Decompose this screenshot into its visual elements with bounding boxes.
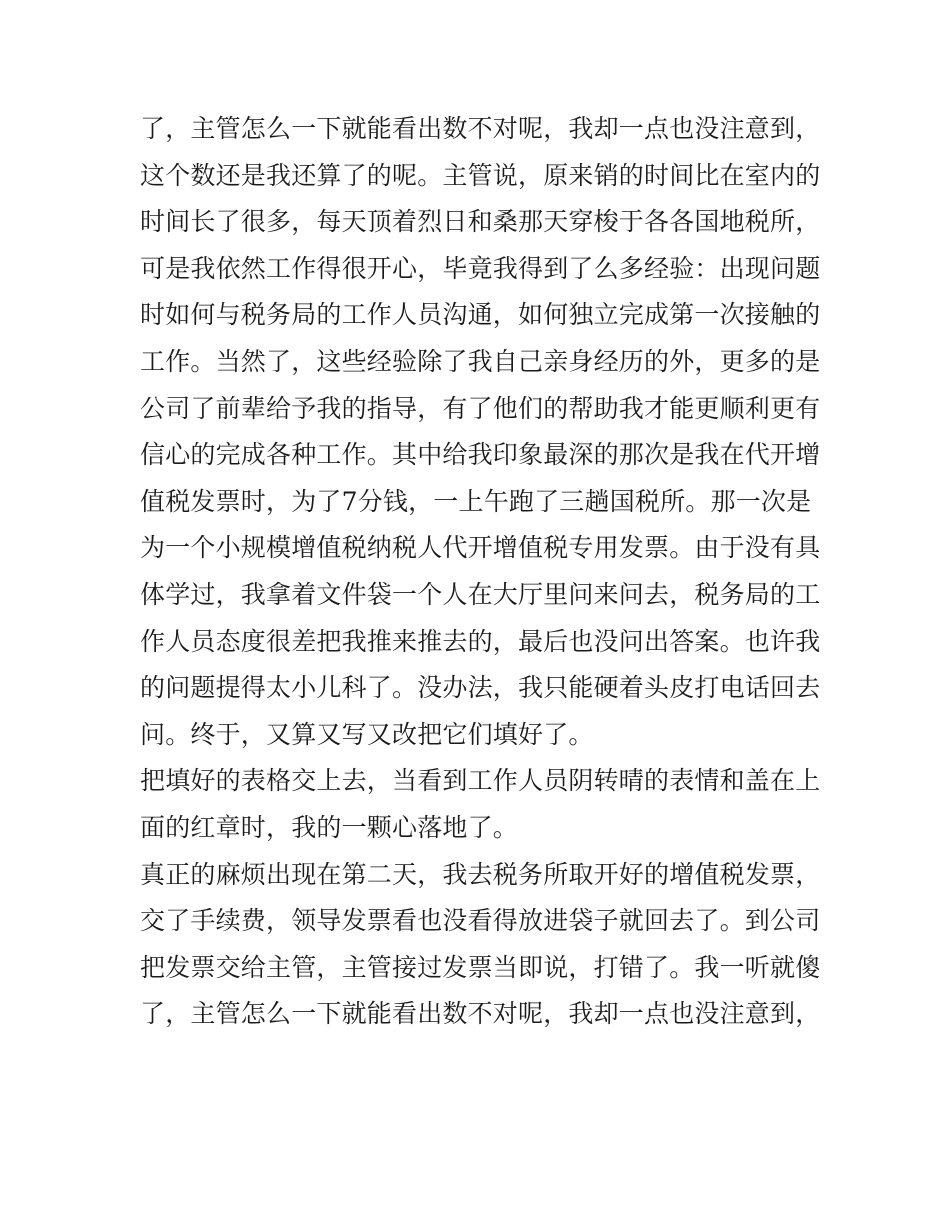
text-line: 值税发票时，为了7分钱，一上午跑了三趟国税所。那一次是 [140, 486, 812, 516]
body-text [140, 106, 820, 1038]
text-line: 把发票交给主管，主管接过发票当即说，打错了。我一听就傻 [140, 952, 821, 982]
text-line: 时如何与税务局的工作人员沟通，如何独立完成第一次接触的 [140, 300, 821, 330]
text-line: 工作。当然了，这些经验除了我自己亲身经历的外，更多的是 [140, 346, 821, 376]
text-line: 的问题提得太小儿科了。没办法，我只能硬着头皮打电话回去 [140, 673, 821, 703]
text-line: 信心的完成各种工作。其中给我印象最深的那次是我在代开增 [140, 440, 821, 470]
text-line: 可是我依然工作得很开心，毕竟我得到了么多经验：出现问题 [140, 253, 821, 283]
text-line: 了，主管怎么一下就能看出数不对呢，我却一点也没注意到， [140, 114, 821, 143]
text-line: 为一个小规模增值税纳税人代开增值税专用发票。由于没有具 [140, 533, 821, 563]
text-line: 交了手续费，领导发票看也没看得放进袋子就回去了。到公司 [140, 906, 821, 936]
text-line: 了，主管怎么一下就能看出数不对呢，我却一点也没注意到， [140, 999, 821, 1029]
text-line: 这个数还是我还算了的呢。主管说，原来销的时间比在室内的 [140, 160, 821, 190]
text-line: 面的红章时，我的一颗心落地了。 [140, 812, 519, 842]
text-line: 把填好的表格交上去，当看到工作人员阴转晴的表情和盖在上 [140, 766, 821, 796]
text-line: 作人员态度很差把我推来推去的，最后也没问出答案。也许我 [140, 626, 821, 656]
text-line: 真正的麻烦出现在第二天，我去税务所取开好的增值税发票， [140, 859, 821, 889]
text-line: 公司了前辈给予我的指导，有了他们的帮助我才能更顺利更有 [140, 393, 821, 423]
text-line: 时间长了很多，每天顶着烈日和桑那天穿梭于各各国地税所， [140, 207, 821, 237]
text-line: 体学过，我拿着文件袋一个人在大厅里问来问去，税务局的工 [140, 579, 821, 609]
text-line: 问。终于，又算又写又改把它们填好了。 [140, 719, 594, 749]
